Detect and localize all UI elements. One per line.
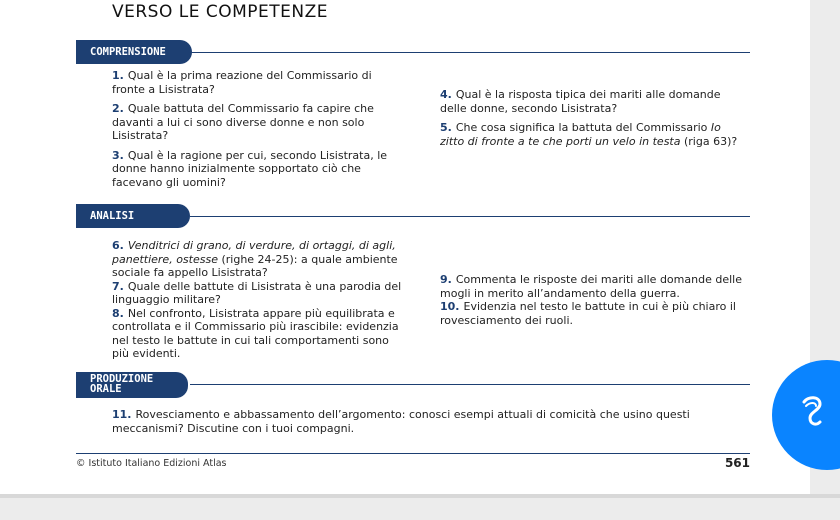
section-tag-produzione-orale: PRODUZIONE ORALE: [76, 372, 188, 398]
question-7: 7. Quale delle battute di Lisistrata è una parodia del linguaggio militare?: [112, 279, 402, 306]
question-11: 11. Rovesciamento e abbassamento dell’argomento: conosci esempi attuali di comicità che usino questi meccanismi? Discutine con i tuoi compagni.: [112, 408, 690, 435]
comprensione-left-column: [112, 69, 402, 189]
produzione-column: [112, 408, 752, 435]
question-4: 4. Qual è la risposta tipica dei mariti alle domande delle donne, secondo Lisistrata?: [440, 88, 721, 115]
comprensione-right-column: [440, 88, 745, 148]
analisi-left-column: [112, 239, 402, 361]
question-5: 5. Che cosa significa la battuta del Commissario Io zitto di fronte a te che porti un velo in testa (riga 63)?: [440, 121, 738, 148]
section-tag-analisi: ANALISI: [76, 204, 190, 228]
question-6: 6. Venditrici di grano, di verdure, di ortaggi, di agli, panettiere, ostesse (righe 24-25): a quale ambiente sociale fa appello Lisistrata?: [112, 239, 398, 279]
publisher-credit: © Istituto Italiano Edizioni Atlas: [76, 458, 227, 469]
page-title: VERSO LE COMPETENZE: [112, 2, 329, 22]
section-rule: [190, 216, 750, 217]
section-rule: [190, 384, 750, 385]
question-2: 2. Quale battuta del Commissario fa capire che davanti a lui ci sono diverse donne e non solo Lisistrata?: [112, 102, 374, 142]
footer-rule: [76, 453, 750, 454]
question-9: 9. Commenta le risposte dei mariti alle domande delle mogli in merito all’andamento della guerra.: [440, 273, 742, 300]
page-footer: [76, 458, 750, 469]
question-1: 1. Qual è la prima reazione del Commissario di fronte a Lisistrata?: [112, 69, 372, 96]
question-8: 8. Nel confronto, Lisistrata appare più equilibrata e controllata e il Commissario più irascibile: evidenzia nel testo le battute in cui tali comportamenti sono più evidenti.: [112, 306, 399, 360]
question-10: 10. Evidenzia nel testo le battute in cui è più chiaro il rovesciamento dei ruoli.: [440, 300, 736, 327]
quill-icon: [798, 394, 828, 434]
section-tag-comprensione: COMPRENSIONE: [76, 40, 192, 64]
page-bottom-edge: [0, 494, 840, 498]
question-3: 3. Qual è la ragione per cui, secondo Lisistrata, le donne hanno inizialmente sopportato ciò che facevano gli uomini?: [112, 148, 388, 189]
analisi-right-column: [440, 273, 745, 327]
page-number: 561: [724, 456, 750, 470]
section-rule: [190, 52, 750, 53]
